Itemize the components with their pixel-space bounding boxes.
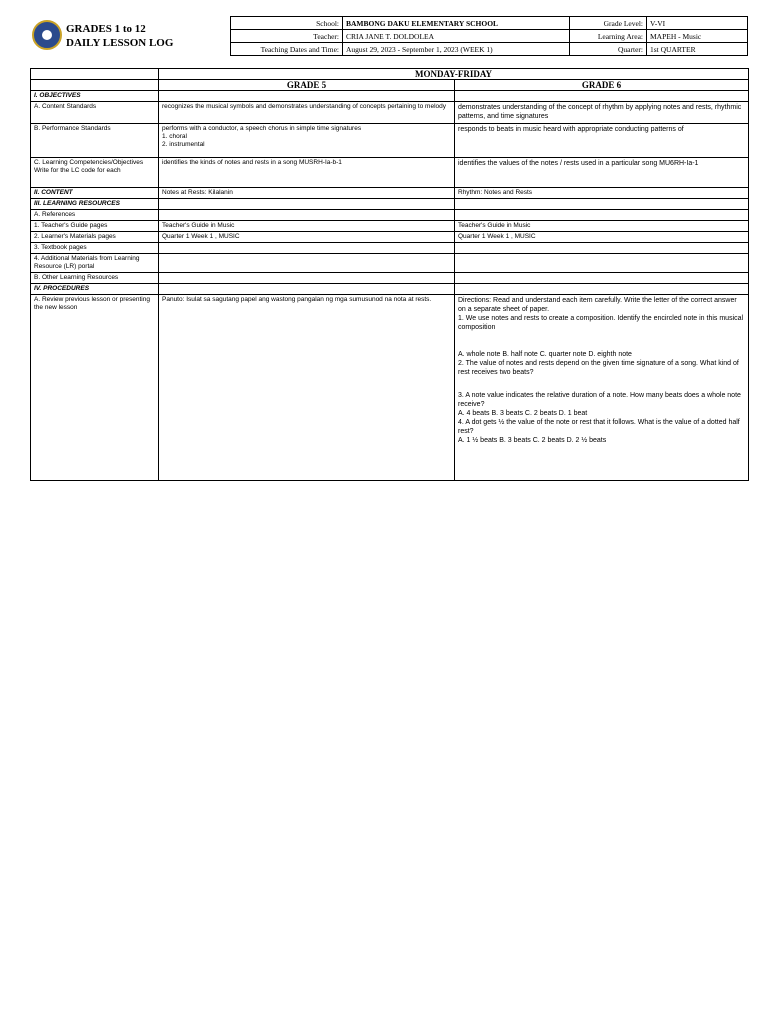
review-g6-q2: 2. The value of notes and rests depend on the given time signature of a song. What kind of rest receives two beats?	[458, 360, 739, 376]
deped-seal-icon	[32, 20, 62, 50]
performance-standards-g6: responds to beats in music heard with appropriate conducting patterns of	[455, 124, 749, 158]
competencies-label: C. Learning Competencies/Objectives Write for the LC code for each	[31, 158, 159, 188]
header-title	[66, 22, 173, 50]
lesson-table	[30, 68, 749, 481]
quarter-value: 1st QUARTER	[647, 43, 748, 56]
empty-cell	[159, 243, 455, 254]
staff-excerpt-placeholder	[458, 332, 745, 350]
perf-g5-line1: performs with a conductor, a speech chorus in simple time signatures	[162, 125, 362, 132]
lm-label: 2. Learner's Materials pages	[31, 232, 159, 243]
teacher-label: Teacher:	[231, 30, 343, 43]
review-g6-intro: Directions: Read and understand each item carefully. Write the letter of the correct answer on a separate sheet of paper.	[458, 297, 737, 313]
review-g6-q4: 4. A dot gets ½ the value of the note or rest that it follows. What is the value of a dotted half rest?	[458, 419, 740, 435]
empty-cell	[455, 199, 749, 210]
teacher-value: CRIA JANE T. DOLDOLEA	[343, 30, 570, 43]
content-g5: Notes at Rests: Kilalanin	[159, 188, 455, 199]
tg-g5: Teacher's Guide in Music	[159, 221, 455, 232]
additional-label: 4. Additional Materials from Learning Resource (LR) portal	[31, 254, 159, 273]
content-heading: II. CONTENT	[31, 188, 159, 199]
empty-cell	[31, 80, 159, 91]
header-title-line2: DAILY LESSON LOG	[66, 37, 174, 49]
empty-cell	[455, 210, 749, 221]
grade5-heading: GRADE 5	[159, 80, 455, 91]
references-label: A. References	[31, 210, 159, 221]
empty-cell	[159, 273, 455, 284]
grade-value: V-VI	[647, 17, 748, 30]
header	[30, 16, 748, 62]
empty-cell	[455, 284, 749, 295]
header-info-grid	[230, 16, 748, 56]
dates-label: Teaching Dates and Time:	[231, 43, 343, 56]
empty-cell	[455, 254, 749, 273]
lm-g6: Quarter 1 Week 1 , MUSIC	[455, 232, 749, 243]
tg-label: 1. Teacher's Guide pages	[31, 221, 159, 232]
competencies-g6: identifies the values of the notes / rests used in a particular song MU6RH-Ia-1	[455, 158, 749, 188]
tg-g6: Teacher's Guide in Music	[455, 221, 749, 232]
empty-cell	[455, 91, 749, 102]
area-value: MAPEH - Music	[647, 30, 748, 43]
grade-label: Grade Level:	[570, 17, 647, 30]
perf-g5-line2: 1. choral	[162, 133, 187, 140]
content-g6: Rhythm: Notes and Rests	[455, 188, 749, 199]
review-g6-q1-choices: A. whole note B. half note C. quarter note D. eighth note	[458, 351, 632, 358]
empty-cell	[159, 254, 455, 273]
empty-cell	[159, 199, 455, 210]
empty-cell	[159, 91, 455, 102]
performance-standards-label: B. Performance Standards	[31, 124, 159, 158]
content-standards-g6: demonstrates understanding of the concept of rhythm by applying notes and rests, rhythmic patterns, and time signatures	[455, 102, 749, 124]
perf-g5-line3: 2. instrumental	[162, 141, 205, 148]
content-standards-label: A. Content Standards	[31, 102, 159, 124]
dates-value: August 29, 2023 - September 1, 2023 (WEEK 1)	[343, 43, 570, 56]
empty-cell	[455, 273, 749, 284]
competencies-g5: identifies the kinds of notes and rests in a song MUSRH-Ia-b-1	[159, 158, 455, 188]
review-g6-q1: 1. We use notes and rests to create a composition. Identify the encircled note in this musical composition	[458, 315, 744, 331]
empty-cell	[159, 210, 455, 221]
header-title-line1: GRADES 1 to 12	[66, 23, 146, 35]
content-standards-g5: recognizes the musical symbols and demonstrates understanding of concepts pertaining to melody	[159, 102, 455, 124]
empty-corner	[31, 69, 159, 80]
review-g6	[455, 295, 749, 481]
school-label: School:	[231, 17, 343, 30]
resources-heading: III. LEARNING RESOURCES	[31, 199, 159, 210]
rest-choices-placeholder	[458, 377, 745, 391]
textbook-label: 3. Textbook pages	[31, 243, 159, 254]
area-label: Learning Area:	[570, 30, 647, 43]
objectives-heading: I. OBJECTIVES	[31, 91, 159, 102]
review-g6-q3-choices: A. 4 beats B. 3 beats C. 2 beats D. 1 beat	[458, 410, 588, 417]
other-resources-label: B. Other Learning Resources	[31, 273, 159, 284]
lm-g5: Quarter 1 Week 1 , MUSIC	[159, 232, 455, 243]
empty-cell	[159, 284, 455, 295]
school-value: BAMBONG DAKU ELEMENTARY SCHOOL	[343, 17, 570, 30]
performance-standards-g5	[159, 124, 455, 158]
grade6-heading: GRADE 6	[455, 80, 749, 91]
procedures-heading: IV. PROCEDURES	[31, 284, 159, 295]
review-g6-q3: 3. A note value indicates the relative duration of a note. How many beats does a whole note receive?	[458, 392, 741, 408]
review-label: A. Review previous lesson or presenting the new lesson	[31, 295, 159, 481]
review-g6-q4-choices: A. 1 ½ beats B. 3 beats C. 2 beats D. 2 ½ beats	[458, 437, 607, 444]
review-g5: Panuto: Isulat sa sagutang papel ang wastong pangalan ng mga sumusunod na nota at rests.	[159, 295, 455, 481]
week-heading: MONDAY-FRIDAY	[159, 69, 749, 80]
quarter-label: Quarter:	[570, 43, 647, 56]
empty-cell	[455, 243, 749, 254]
